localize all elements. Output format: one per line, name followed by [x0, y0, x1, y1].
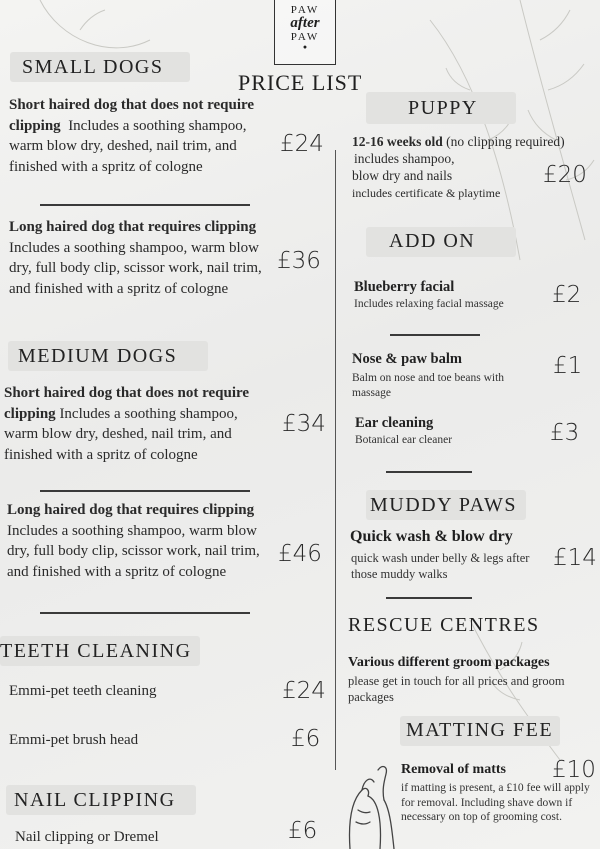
page-title: PRICE LIST: [238, 70, 363, 95]
matting-fee-price: £10: [552, 757, 596, 783]
puppy-title: PUPPY: [408, 97, 478, 119]
muddy-paws-desc: quick wash under belly & legs after those muddy walks: [351, 551, 530, 581]
nail-item-1-name: Nail clipping or Dremel: [15, 829, 159, 845]
muddy-paws-price: £14: [553, 545, 597, 571]
medium-dogs-item-2-desc: Includes a soothing shampoo, warm blow dry, full body clip, scissor work, nail trim, and finished with a spritz of cologne: [7, 522, 260, 580]
paw-icon: ●: [302, 43, 308, 51]
hand-and-paw-illustration-icon: [338, 760, 398, 849]
add-on-item-1-desc: Includes relaxing facial massage: [354, 298, 504, 310]
divider: [390, 334, 480, 336]
small-dogs-item-2-name: Long haired dog that requires clipping: [9, 219, 257, 235]
medium-dogs-title: MEDIUM DOGS: [18, 345, 178, 367]
divider: [40, 204, 250, 206]
column-divider: [335, 150, 336, 770]
add-on-item-2-name: Nose & paw balm: [352, 351, 462, 367]
teeth-item-1-price: £24: [282, 678, 326, 704]
small-dogs-item-2-desc: Includes a soothing shampoo, warm blow dry, full body clip, scissor work, nail trim, and finished with a spritz of cologne: [9, 239, 262, 297]
matting-fee-desc: if matting is present, a £10 fee will apply for removal. Including shave down if necessary on top of grooming cost.: [401, 782, 590, 823]
add-on-item-1-name: Blueberry facial: [354, 279, 455, 295]
puppy-line-3: blow dry and nails: [352, 168, 453, 183]
divider: [40, 612, 250, 614]
teeth-item-2-name: Emmi-pet brush head: [9, 732, 139, 748]
matting-fee-title: MATTING FEE: [406, 719, 554, 741]
nail-clipping-title: NAIL CLIPPING: [14, 789, 176, 811]
small-dogs-item-1-name: Short haired dog that does not require clipping: [9, 97, 255, 134]
small-dogs-item-1: [9, 95, 274, 177]
add-on-item-3-price: £3: [550, 420, 580, 446]
nail-item-1-price: £6: [288, 818, 318, 844]
medium-dogs-item-1: [4, 383, 270, 465]
medium-dogs-item-2: [7, 500, 273, 582]
puppy-note: (no clipping required): [446, 134, 565, 149]
divider: [386, 597, 472, 599]
add-on-item-2-price: £1: [553, 353, 583, 379]
small-dogs-item-1-desc: Includes a soothing shampoo, warm blow dry, deshed, nail trim, and finished with a spritz of cologne: [9, 117, 247, 175]
puppy-line-4: includes certificate & playtime: [352, 186, 501, 200]
small-dogs-item-2: [9, 217, 274, 299]
medium-dogs-item-2-price: £46: [278, 541, 322, 567]
matting-fee-name: Removal of matts: [401, 762, 506, 777]
medium-dogs-item-1-desc: Includes a soothing shampoo, warm blow dry, deshed, nail trim, and finished with a spritz of cologne: [4, 405, 238, 463]
add-on-title: ADD ON: [389, 230, 476, 252]
muddy-paws-name: Quick wash & blow dry: [350, 528, 513, 545]
teeth-item-1-name: Emmi-pet teeth cleaning: [9, 683, 157, 699]
small-dogs-item-1-price: £24: [280, 131, 324, 157]
small-dogs-item-2-price: £36: [277, 248, 321, 274]
teeth-item-2-price: £6: [291, 726, 321, 752]
teeth-cleaning-title: TEETH CLEANING: [0, 640, 192, 662]
puppy-price: £20: [543, 162, 587, 188]
logo-line-1: PAW: [290, 4, 320, 16]
add-on-item-3-desc: Botanical ear cleaner: [355, 434, 453, 446]
rescue-centres-name: Various different groom packages: [348, 655, 550, 670]
small-dogs-title: SMALL DOGS: [22, 56, 164, 78]
medium-dogs-item-1-name: Short haired dog that does not require clipping: [4, 385, 250, 422]
medium-dogs-item-1-price: £34: [282, 411, 326, 437]
logo-line-3: PAW: [290, 31, 320, 43]
logo: [274, 0, 336, 65]
logo-line-2: after: [290, 15, 320, 31]
add-on-item-3-name: Ear cleaning: [355, 415, 434, 431]
puppy-age: 12-16 weeks old: [352, 134, 443, 149]
medium-dogs-item-2-name: Long haired dog that requires clipping: [7, 502, 255, 518]
divider: [40, 490, 250, 492]
muddy-paws-title: MUDDY PAWS: [370, 494, 517, 516]
rescue-centres-desc: please get in touch for all prices and groom packages: [348, 674, 565, 704]
divider: [386, 471, 472, 473]
add-on-item-2-desc: Balm on nose and toe beans with massage: [352, 372, 505, 399]
rescue-centres-title: RESCUE CENTRES: [348, 614, 540, 636]
puppy-line-2: includes shampoo,: [354, 151, 455, 166]
add-on-item-1-price: £2: [552, 282, 582, 308]
